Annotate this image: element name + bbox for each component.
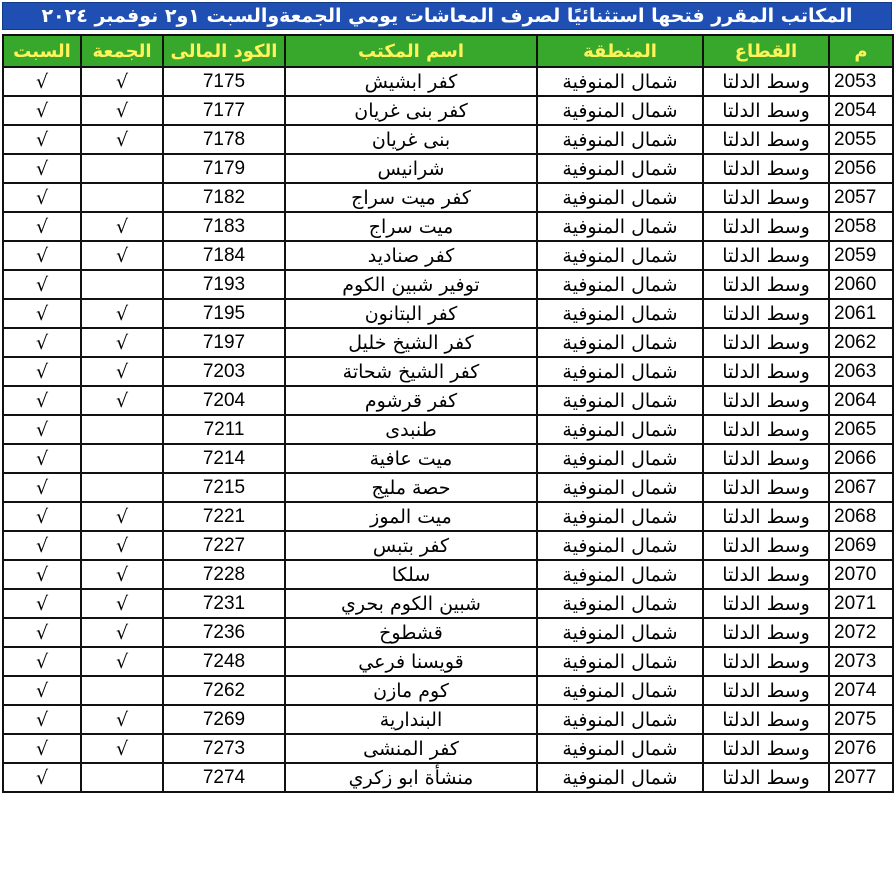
cell-num: 2071	[829, 589, 893, 618]
cell-code: 7177	[163, 96, 285, 125]
cell-num: 2076	[829, 734, 893, 763]
cell-code: 7269	[163, 705, 285, 734]
header-row	[3, 35, 893, 67]
cell-office-name: حصة مليج	[285, 473, 537, 502]
cell-friday: √	[81, 96, 163, 125]
cell-sector: وسط الدلتا	[703, 676, 829, 705]
cell-region: شمال المنوفية	[537, 212, 703, 241]
cell-num: 2074	[829, 676, 893, 705]
cell-office-name: كفر الشيخ شحاتة	[285, 357, 537, 386]
cell-region: شمال المنوفية	[537, 125, 703, 154]
cell-office-name: كفر قرشوم	[285, 386, 537, 415]
cell-sector: وسط الدلتا	[703, 154, 829, 183]
cell-saturday: √	[3, 618, 81, 647]
cell-office-name: كوم مازن	[285, 676, 537, 705]
table-row	[3, 357, 893, 386]
cell-friday: √	[81, 357, 163, 386]
cell-saturday: √	[3, 125, 81, 154]
cell-code: 7179	[163, 154, 285, 183]
cell-friday: √	[81, 560, 163, 589]
cell-sector: وسط الدلتا	[703, 96, 829, 125]
cell-saturday: √	[3, 473, 81, 502]
cell-sector: وسط الدلتا	[703, 241, 829, 270]
cell-num: 2065	[829, 415, 893, 444]
cell-sector: وسط الدلتا	[703, 502, 829, 531]
cell-office-name: شبين الكوم بحري	[285, 589, 537, 618]
cell-office-name: طنبدى	[285, 415, 537, 444]
cell-code: 7236	[163, 618, 285, 647]
table-row	[3, 502, 893, 531]
cell-saturday: √	[3, 357, 81, 386]
cell-saturday: √	[3, 67, 81, 96]
cell-friday	[81, 415, 163, 444]
cell-region: شمال المنوفية	[537, 531, 703, 560]
cell-saturday: √	[3, 589, 81, 618]
cell-friday: √	[81, 502, 163, 531]
cell-num: 2058	[829, 212, 893, 241]
cell-code: 7178	[163, 125, 285, 154]
cell-code: 7214	[163, 444, 285, 473]
cell-num: 2061	[829, 299, 893, 328]
cell-region: شمال المنوفية	[537, 589, 703, 618]
cell-num: 2067	[829, 473, 893, 502]
cell-code: 7204	[163, 386, 285, 415]
cell-code: 7273	[163, 734, 285, 763]
table-row	[3, 560, 893, 589]
cell-sector: وسط الدلتا	[703, 589, 829, 618]
cell-num: 2063	[829, 357, 893, 386]
cell-sector: وسط الدلتا	[703, 357, 829, 386]
cell-code: 7274	[163, 763, 285, 792]
cell-region: شمال المنوفية	[537, 734, 703, 763]
cell-office-name: بنى غريان	[285, 125, 537, 154]
table-row	[3, 531, 893, 560]
cell-num: 2068	[829, 502, 893, 531]
cell-saturday: √	[3, 763, 81, 792]
cell-region: شمال المنوفية	[537, 96, 703, 125]
offices-table	[2, 34, 894, 793]
cell-saturday: √	[3, 241, 81, 270]
cell-region: شمال المنوفية	[537, 473, 703, 502]
cell-saturday: √	[3, 386, 81, 415]
cell-num: 2077	[829, 763, 893, 792]
cell-office-name: ميت الموز	[285, 502, 537, 531]
cell-friday	[81, 473, 163, 502]
table-row	[3, 444, 893, 473]
cell-friday: √	[81, 328, 163, 357]
cell-num: 2054	[829, 96, 893, 125]
cell-office-name: كفر صناديد	[285, 241, 537, 270]
cell-region: شمال المنوفية	[537, 676, 703, 705]
cell-friday: √	[81, 125, 163, 154]
cell-num: 2066	[829, 444, 893, 473]
cell-code: 7262	[163, 676, 285, 705]
table-row	[3, 473, 893, 502]
cell-sector: وسط الدلتا	[703, 386, 829, 415]
cell-code: 7193	[163, 270, 285, 299]
table-row	[3, 212, 893, 241]
cell-office-name: كفر بنى غريان	[285, 96, 537, 125]
cell-code: 7197	[163, 328, 285, 357]
cell-code: 7221	[163, 502, 285, 531]
cell-office-name: كفر ميت سراج	[285, 183, 537, 212]
cell-sector: وسط الدلتا	[703, 125, 829, 154]
cell-code: 7195	[163, 299, 285, 328]
table-row	[3, 415, 893, 444]
cell-office-name: البندارية	[285, 705, 537, 734]
cell-friday	[81, 676, 163, 705]
table-row	[3, 734, 893, 763]
cell-friday: √	[81, 531, 163, 560]
cell-office-name: كفر الشيخ خليل	[285, 328, 537, 357]
cell-code: 7215	[163, 473, 285, 502]
cell-friday: √	[81, 618, 163, 647]
cell-office-name: ميت سراج	[285, 212, 537, 241]
cell-saturday: √	[3, 183, 81, 212]
cell-sector: وسط الدلتا	[703, 763, 829, 792]
cell-region: شمال المنوفية	[537, 183, 703, 212]
cell-region: شمال المنوفية	[537, 502, 703, 531]
cell-region: شمال المنوفية	[537, 444, 703, 473]
cell-office-name: توفير شبين الكوم	[285, 270, 537, 299]
cell-region: شمال المنوفية	[537, 415, 703, 444]
table-row	[3, 647, 893, 676]
cell-saturday: √	[3, 734, 81, 763]
cell-num: 2055	[829, 125, 893, 154]
table-row	[3, 705, 893, 734]
cell-code: 7231	[163, 589, 285, 618]
cell-saturday: √	[3, 415, 81, 444]
cell-num: 2059	[829, 241, 893, 270]
cell-saturday: √	[3, 560, 81, 589]
table-row	[3, 270, 893, 299]
cell-sector: وسط الدلتا	[703, 299, 829, 328]
cell-friday: √	[81, 589, 163, 618]
cell-sector: وسط الدلتا	[703, 705, 829, 734]
table-row	[3, 589, 893, 618]
cell-region: شمال المنوفية	[537, 241, 703, 270]
cell-saturday: √	[3, 444, 81, 473]
cell-office-name: ميت عافية	[285, 444, 537, 473]
table-row	[3, 676, 893, 705]
cell-friday: √	[81, 734, 163, 763]
table-row	[3, 328, 893, 357]
table-row	[3, 96, 893, 125]
cell-friday: √	[81, 705, 163, 734]
cell-friday: √	[81, 212, 163, 241]
cell-friday: √	[81, 647, 163, 676]
cell-num: 2057	[829, 183, 893, 212]
header-office-name: اسم المكتب	[285, 35, 537, 67]
cell-friday: √	[81, 299, 163, 328]
cell-region: شمال المنوفية	[537, 154, 703, 183]
cell-saturday: √	[3, 705, 81, 734]
cell-saturday: √	[3, 154, 81, 183]
cell-saturday: √	[3, 676, 81, 705]
cell-code: 7228	[163, 560, 285, 589]
cell-num: 2070	[829, 560, 893, 589]
cell-sector: وسط الدلتا	[703, 328, 829, 357]
cell-code: 7211	[163, 415, 285, 444]
cell-friday: √	[81, 67, 163, 96]
cell-saturday: √	[3, 531, 81, 560]
cell-saturday: √	[3, 502, 81, 531]
page-title: المكاتب المقرر فتحها استثنائيًا لصرف المعاشات يومي الجمعةوالسبت ١و٢ نوفمبر ٢٠٢٤	[2, 2, 892, 30]
cell-code: 7175	[163, 67, 285, 96]
cell-saturday: √	[3, 299, 81, 328]
cell-office-name: كفر ابشيش	[285, 67, 537, 96]
cell-num: 2060	[829, 270, 893, 299]
cell-office-name: كفر البتانون	[285, 299, 537, 328]
cell-sector: وسط الدلتا	[703, 473, 829, 502]
header-region: المنطقة	[537, 35, 703, 67]
cell-num: 2075	[829, 705, 893, 734]
header-saturday: السبت	[3, 35, 81, 67]
table-row	[3, 154, 893, 183]
header-sector: القطاع	[703, 35, 829, 67]
header-friday: الجمعة	[81, 35, 163, 67]
cell-region: شمال المنوفية	[537, 328, 703, 357]
table-row	[3, 763, 893, 792]
cell-office-name: شرانيس	[285, 154, 537, 183]
table-row	[3, 67, 893, 96]
cell-region: شمال المنوفية	[537, 270, 703, 299]
cell-friday	[81, 183, 163, 212]
cell-friday	[81, 270, 163, 299]
cell-num: 2056	[829, 154, 893, 183]
cell-office-name: سلكا	[285, 560, 537, 589]
table-row	[3, 386, 893, 415]
cell-office-name: منشأة ابو زكري	[285, 763, 537, 792]
cell-friday	[81, 444, 163, 473]
cell-code: 7182	[163, 183, 285, 212]
cell-friday: √	[81, 241, 163, 270]
cell-region: شمال المنوفية	[537, 357, 703, 386]
cell-sector: وسط الدلتا	[703, 183, 829, 212]
cell-sector: وسط الدلتا	[703, 67, 829, 96]
cell-office-name: كفر المنشى	[285, 734, 537, 763]
cell-code: 7183	[163, 212, 285, 241]
cell-num: 2053	[829, 67, 893, 96]
cell-friday	[81, 154, 163, 183]
cell-saturday: √	[3, 270, 81, 299]
cell-sector: وسط الدلتا	[703, 560, 829, 589]
table-row	[3, 618, 893, 647]
cell-sector: وسط الدلتا	[703, 444, 829, 473]
cell-saturday: √	[3, 328, 81, 357]
cell-office-name: قشطوخ	[285, 618, 537, 647]
cell-region: شمال المنوفية	[537, 299, 703, 328]
cell-code: 7184	[163, 241, 285, 270]
cell-region: شمال المنوفية	[537, 386, 703, 415]
table-row	[3, 299, 893, 328]
cell-office-name: كفر بتبس	[285, 531, 537, 560]
cell-office-name: قويسنا فرعي	[285, 647, 537, 676]
cell-sector: وسط الدلتا	[703, 647, 829, 676]
cell-region: شمال المنوفية	[537, 705, 703, 734]
header-code: الكود المالى	[163, 35, 285, 67]
cell-sector: وسط الدلتا	[703, 212, 829, 241]
cell-region: شمال المنوفية	[537, 67, 703, 96]
cell-num: 2062	[829, 328, 893, 357]
cell-num: 2072	[829, 618, 893, 647]
cell-code: 7203	[163, 357, 285, 386]
cell-saturday: √	[3, 96, 81, 125]
cell-region: شمال المنوفية	[537, 560, 703, 589]
cell-sector: وسط الدلتا	[703, 415, 829, 444]
cell-friday: √	[81, 386, 163, 415]
cell-saturday: √	[3, 647, 81, 676]
header-num: م	[829, 35, 893, 67]
cell-region: شمال المنوفية	[537, 763, 703, 792]
cell-region: شمال المنوفية	[537, 647, 703, 676]
cell-sector: وسط الدلتا	[703, 531, 829, 560]
cell-code: 7248	[163, 647, 285, 676]
table-row	[3, 241, 893, 270]
cell-num: 2069	[829, 531, 893, 560]
cell-num: 2064	[829, 386, 893, 415]
cell-friday	[81, 763, 163, 792]
cell-num: 2073	[829, 647, 893, 676]
cell-sector: وسط الدلتا	[703, 734, 829, 763]
cell-sector: وسط الدلتا	[703, 618, 829, 647]
cell-saturday: √	[3, 212, 81, 241]
table-row	[3, 183, 893, 212]
cell-sector: وسط الدلتا	[703, 270, 829, 299]
table-row	[3, 125, 893, 154]
cell-region: شمال المنوفية	[537, 618, 703, 647]
cell-code: 7227	[163, 531, 285, 560]
